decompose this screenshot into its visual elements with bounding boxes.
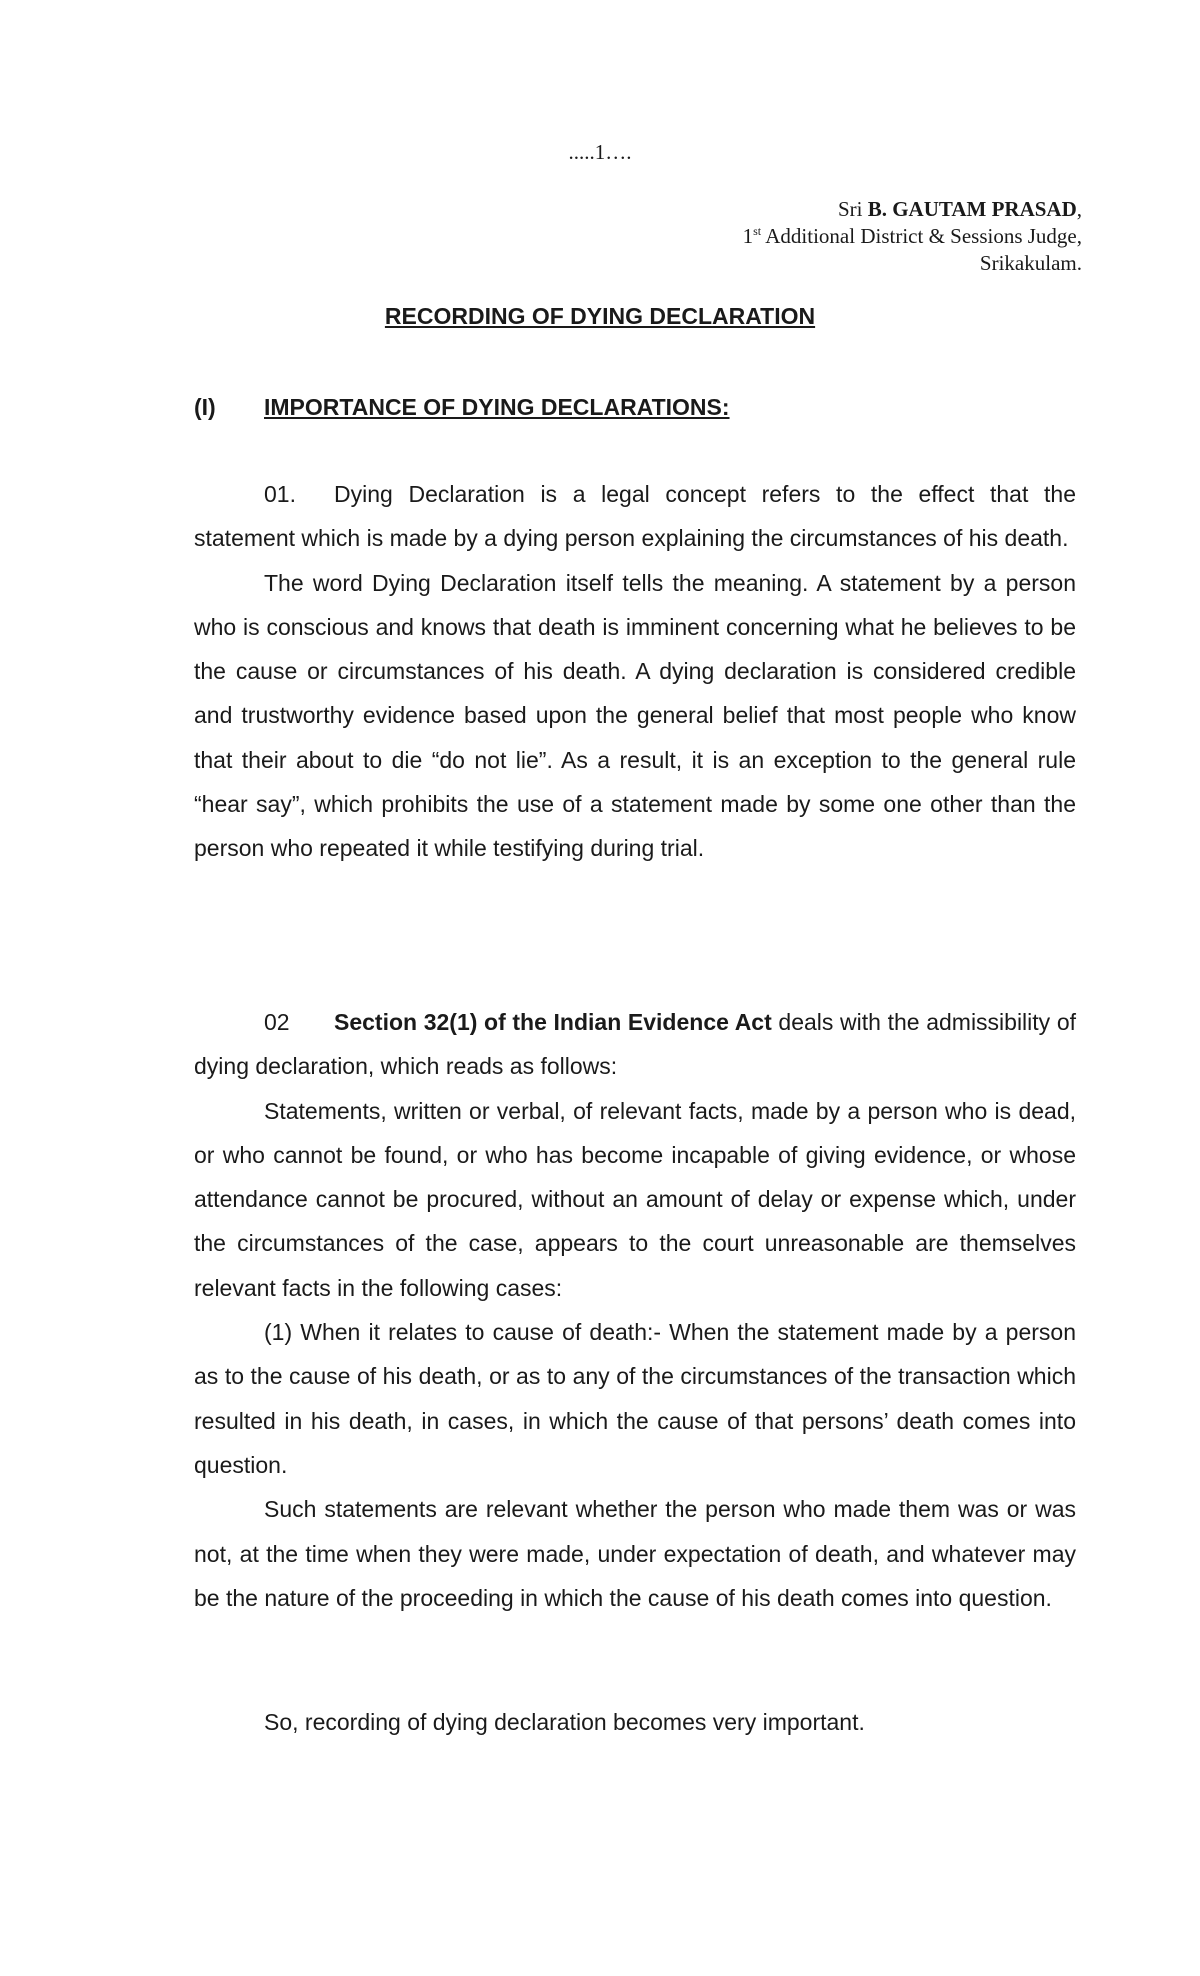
document-title: RECORDING OF DYING DECLARATION [384, 303, 816, 329]
page-number-marker: .....1…. [568, 140, 632, 164]
author-prefix: Sri [837, 197, 863, 221]
section-number: (I) [194, 394, 216, 420]
paragraph-number: 01. [264, 481, 296, 507]
author-line [743, 196, 1082, 223]
author-place: Srikakulam. [979, 251, 1082, 275]
paragraph-text: deals with the admissibility of dying declaration, which reads as follows: [194, 1009, 1076, 1080]
statute-reference: Section 32(1) of the Indian Evidence Act [334, 1009, 772, 1035]
author-suffix: , [1076, 197, 1082, 221]
paragraph-relevance: Such statements are relevant whether the person who made them was or was not, at the time when they were made, under expectation of death, and whatever may be the nature of the proceeding in which the cause of his death comes into question. [194, 1496, 1076, 1611]
section-heading-text: IMPORTANCE OF DYING DECLARATIONS: [264, 394, 730, 420]
body-block-importance [194, 472, 1076, 871]
author-block [743, 196, 1082, 277]
paragraph-01 [194, 472, 1076, 561]
body-block-section-32 [194, 1000, 1076, 1620]
paragraph-text: Dying Declaration is a legal concept refers to the effect that the statement which is made by a dying person explaining the circumstances of his death. [194, 481, 1076, 552]
designation-text: Additional District & Sessions Judge, [765, 224, 1082, 248]
paragraph-meaning: The word Dying Declaration itself tells the meaning. A statement by a person who is conscious and knows that death is imminent concerning what he believes to be the cause or circumstances of his death. A dying declaration is considered credible and trustworthy evidence based upon the general belief that most people who know that their about to die “do not lie”. As a result, it is an exception to the general rule “hear say”, which prohibits the use of a statement made by some one other than the person who repeated it while testifying during trial. [194, 569, 1076, 862]
author-name: B. GAUTAM PRASAD [867, 197, 1077, 221]
designation-ordinal-suffix: st [753, 224, 762, 238]
paragraph-statute-text: Statements, written or verbal, of relevant facts, made by a person who is dead, or who cannot be found, or who has become incapable of giving evidence, or whose attendance cannot be procured, without an amount of delay or expense which, under the circumstances of the case, appears to the court unreasonable are themselves relevant facts in the following cases: [194, 1097, 1076, 1301]
designation-ordinal: 1 [742, 224, 754, 248]
body-block-closing [194, 1700, 1076, 1744]
paragraph-02 [194, 1000, 1076, 1089]
paragraph-cause-of-death: (1) When it relates to cause of death:- When the statement made by a person as to the cause of his death, or as to any of the circumstances of the transaction which resulted in his death, in cases, in which the cause of that persons’ death comes into question. [194, 1319, 1076, 1478]
author-designation [743, 223, 1082, 250]
paragraph-number: 02 [264, 1009, 290, 1035]
paragraph-closing: So, recording of dying declaration becomes very important. [264, 1709, 865, 1735]
